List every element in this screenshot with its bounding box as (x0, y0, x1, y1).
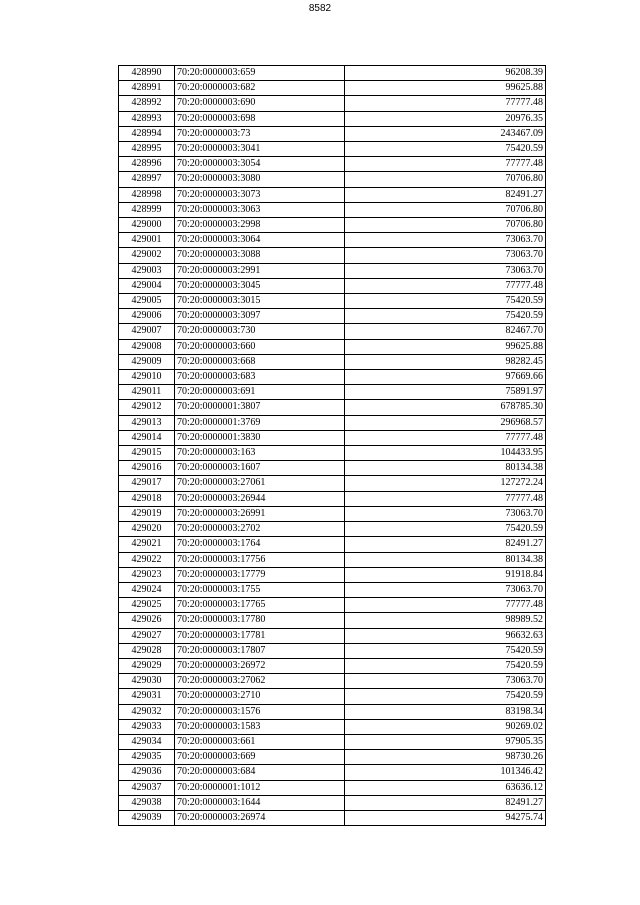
row-number-cell: 429032 (119, 704, 175, 719)
cadastral-number-cell: 70:20:0000003:690 (175, 96, 345, 111)
cadastral-number-cell: 70:20:0000001:3807 (175, 400, 345, 415)
table-row (119, 248, 546, 263)
cadastral-number-cell: 70:20:0000003:669 (175, 750, 345, 765)
row-number-cell: 429021 (119, 537, 175, 552)
row-number-cell: 429014 (119, 430, 175, 445)
table-row (119, 126, 546, 141)
cadastral-number-cell: 70:20:0000003:1607 (175, 461, 345, 476)
table-row (119, 765, 546, 780)
row-number-cell: 429003 (119, 263, 175, 278)
cadastral-number-cell: 70:20:0000003:17779 (175, 567, 345, 582)
cadastral-value-table (118, 65, 546, 826)
cadastral-value-cell: 73063.70 (345, 582, 546, 597)
cadastral-value-cell: 75420.59 (345, 643, 546, 658)
cadastral-number-cell: 70:20:0000003:668 (175, 354, 345, 369)
cadastral-value-cell: 75420.59 (345, 294, 546, 309)
cadastral-value-cell: 75891.97 (345, 385, 546, 400)
cadastral-value-cell: 296968.57 (345, 415, 546, 430)
cadastral-number-cell: 70:20:0000003:26944 (175, 491, 345, 506)
row-number-cell: 429025 (119, 598, 175, 613)
table-row (119, 506, 546, 521)
cadastral-number-cell: 70:20:0000003:1583 (175, 719, 345, 734)
cadastral-value-cell: 70706.80 (345, 172, 546, 187)
cadastral-value-cell: 97905.35 (345, 734, 546, 749)
cadastral-number-cell: 70:20:0000003:3097 (175, 309, 345, 324)
cadastral-value-cell: 20976.35 (345, 111, 546, 126)
table-row (119, 370, 546, 385)
row-number-cell: 429009 (119, 354, 175, 369)
cadastral-number-cell: 70:20:0000003:1576 (175, 704, 345, 719)
table-row (119, 324, 546, 339)
cadastral-number-cell: 70:20:0000003:1764 (175, 537, 345, 552)
cadastral-value-cell: 75420.59 (345, 309, 546, 324)
cadastral-value-cell: 73063.70 (345, 233, 546, 248)
cadastral-value-cell: 96632.63 (345, 628, 546, 643)
row-number-cell: 428998 (119, 187, 175, 202)
row-number-cell: 428990 (119, 66, 175, 81)
cadastral-number-cell: 70:20:0000003:661 (175, 734, 345, 749)
cadastral-value-cell: 104433.95 (345, 446, 546, 461)
row-number-cell: 428997 (119, 172, 175, 187)
row-number-cell: 429023 (119, 567, 175, 582)
cadastral-value-cell: 98282.45 (345, 354, 546, 369)
cadastral-number-cell: 70:20:0000003:3088 (175, 248, 345, 263)
cadastral-number-cell: 70:20:0000001:3769 (175, 415, 345, 430)
cadastral-number-cell: 70:20:0000003:73 (175, 126, 345, 141)
cadastral-value-cell: 80134.38 (345, 552, 546, 567)
cadastral-value-cell: 73063.70 (345, 506, 546, 521)
table-row (119, 795, 546, 810)
cadastral-number-cell: 70:20:0000003:3054 (175, 157, 345, 172)
row-number-cell: 429017 (119, 476, 175, 491)
cadastral-value-cell: 94275.74 (345, 810, 546, 825)
row-number-cell: 429015 (119, 446, 175, 461)
row-number-cell: 429029 (119, 658, 175, 673)
table-row (119, 111, 546, 126)
table-row (119, 415, 546, 430)
table-row (119, 613, 546, 628)
table-row (119, 810, 546, 825)
row-number-cell: 429033 (119, 719, 175, 734)
row-number-cell: 429030 (119, 674, 175, 689)
cadastral-number-cell: 70:20:0000003:3064 (175, 233, 345, 248)
cadastral-number-cell: 70:20:0000003:730 (175, 324, 345, 339)
cadastral-number-cell: 70:20:0000003:691 (175, 385, 345, 400)
row-number-cell: 429024 (119, 582, 175, 597)
table-row (119, 339, 546, 354)
cadastral-value-cell: 77777.48 (345, 491, 546, 506)
row-number-cell: 429038 (119, 795, 175, 810)
row-number-cell: 429011 (119, 385, 175, 400)
table-row (119, 598, 546, 613)
cadastral-number-cell: 70:20:0000003:2998 (175, 218, 345, 233)
cadastral-value-cell: 83198.34 (345, 704, 546, 719)
cadastral-value-cell: 77777.48 (345, 157, 546, 172)
table-row (119, 187, 546, 202)
row-number-cell: 429008 (119, 339, 175, 354)
table-row (119, 354, 546, 369)
cadastral-value-cell: 75420.59 (345, 689, 546, 704)
row-number-cell: 429002 (119, 248, 175, 263)
row-number-cell: 429026 (119, 613, 175, 628)
row-number-cell: 428991 (119, 81, 175, 96)
cadastral-number-cell: 70:20:0000003:660 (175, 339, 345, 354)
cadastral-number-cell: 70:20:0000003:2991 (175, 263, 345, 278)
cadastral-value-cell: 98989.52 (345, 613, 546, 628)
cadastral-number-cell: 70:20:0000003:3073 (175, 187, 345, 202)
table-row (119, 658, 546, 673)
table-row (119, 218, 546, 233)
cadastral-value-cell: 63636.12 (345, 780, 546, 795)
cadastral-number-cell: 70:20:0000003:3063 (175, 202, 345, 217)
row-number-cell: 428993 (119, 111, 175, 126)
cadastral-number-cell: 70:20:0000003:17781 (175, 628, 345, 643)
cadastral-value-cell: 243467.09 (345, 126, 546, 141)
table-row (119, 233, 546, 248)
cadastral-number-cell: 70:20:0000003:17807 (175, 643, 345, 658)
row-number-cell: 429035 (119, 750, 175, 765)
row-number-cell: 429036 (119, 765, 175, 780)
cadastral-number-cell: 70:20:0000003:3045 (175, 278, 345, 293)
cadastral-number-cell: 70:20:0000003:17780 (175, 613, 345, 628)
row-number-cell: 429027 (119, 628, 175, 643)
cadastral-number-cell: 70:20:0000001:3830 (175, 430, 345, 445)
page-number: 8582 (308, 3, 332, 14)
cadastral-value-cell: 127272.24 (345, 476, 546, 491)
table-row (119, 96, 546, 111)
table-row (119, 81, 546, 96)
cadastral-number-cell: 70:20:0000003:27062 (175, 674, 345, 689)
table-row (119, 172, 546, 187)
table-body (119, 66, 546, 826)
table-row (119, 734, 546, 749)
cadastral-value-cell: 82467.70 (345, 324, 546, 339)
cadastral-number-cell: 70:20:0000003:1755 (175, 582, 345, 597)
row-number-cell: 429004 (119, 278, 175, 293)
row-number-cell: 429005 (119, 294, 175, 309)
cadastral-number-cell: 70:20:0000003:2702 (175, 522, 345, 537)
table-row (119, 400, 546, 415)
cadastral-value-cell: 77777.48 (345, 430, 546, 445)
row-number-cell: 429022 (119, 552, 175, 567)
table-row (119, 202, 546, 217)
cadastral-number-cell: 70:20:0000003:163 (175, 446, 345, 461)
cadastral-number-cell: 70:20:0000003:3041 (175, 142, 345, 157)
table-row (119, 582, 546, 597)
cadastral-value-cell: 77777.48 (345, 278, 546, 293)
table-row (119, 537, 546, 552)
table-row (119, 278, 546, 293)
cadastral-value-cell: 77777.48 (345, 96, 546, 111)
cadastral-number-cell: 70:20:0000003:26974 (175, 810, 345, 825)
row-number-cell: 429028 (119, 643, 175, 658)
cadastral-number-cell: 70:20:0000001:1012 (175, 780, 345, 795)
cadastral-value-cell: 82491.27 (345, 187, 546, 202)
table-row (119, 689, 546, 704)
cadastral-value-cell: 70706.80 (345, 202, 546, 217)
cadastral-number-cell: 70:20:0000003:3015 (175, 294, 345, 309)
table-row (119, 430, 546, 445)
table-row (119, 780, 546, 795)
table-row (119, 674, 546, 689)
row-number-cell: 429039 (119, 810, 175, 825)
row-number-cell: 429001 (119, 233, 175, 248)
cadastral-number-cell: 70:20:0000003:26972 (175, 658, 345, 673)
row-number-cell: 428994 (119, 126, 175, 141)
row-number-cell: 429020 (119, 522, 175, 537)
row-number-cell: 429019 (119, 506, 175, 521)
cadastral-value-cell: 77777.48 (345, 598, 546, 613)
cadastral-value-cell: 80134.38 (345, 461, 546, 476)
cadastral-value-cell: 75420.59 (345, 658, 546, 673)
cadastral-value-cell: 91918.84 (345, 567, 546, 582)
cadastral-value-cell: 70706.80 (345, 218, 546, 233)
row-number-cell: 429007 (119, 324, 175, 339)
table-row (119, 476, 546, 491)
table-row (119, 461, 546, 476)
cadastral-number-cell: 70:20:0000003:17765 (175, 598, 345, 613)
cadastral-value-cell: 96208.39 (345, 66, 546, 81)
row-number-cell: 429012 (119, 400, 175, 415)
table-row (119, 750, 546, 765)
row-number-cell: 429013 (119, 415, 175, 430)
cadastral-value-cell: 73063.70 (345, 248, 546, 263)
table-row (119, 142, 546, 157)
table-row (119, 66, 546, 81)
cadastral-value-cell: 678785.30 (345, 400, 546, 415)
table-row (119, 643, 546, 658)
cadastral-number-cell: 70:20:0000003:2710 (175, 689, 345, 704)
row-number-cell: 429037 (119, 780, 175, 795)
cadastral-value-cell: 73063.70 (345, 674, 546, 689)
table-row (119, 309, 546, 324)
table-row (119, 522, 546, 537)
table-row (119, 628, 546, 643)
cadastral-value-cell: 82491.27 (345, 795, 546, 810)
cadastral-value-cell: 82491.27 (345, 537, 546, 552)
row-number-cell: 429031 (119, 689, 175, 704)
row-number-cell: 429000 (119, 218, 175, 233)
row-number-cell: 429018 (119, 491, 175, 506)
cadastral-number-cell: 70:20:0000003:3080 (175, 172, 345, 187)
table-row (119, 719, 546, 734)
cadastral-value-cell: 98730.26 (345, 750, 546, 765)
table-row (119, 552, 546, 567)
row-number-cell: 428996 (119, 157, 175, 172)
row-number-cell: 429010 (119, 370, 175, 385)
row-number-cell: 428999 (119, 202, 175, 217)
cadastral-number-cell: 70:20:0000003:698 (175, 111, 345, 126)
table-row (119, 157, 546, 172)
cadastral-number-cell: 70:20:0000003:17756 (175, 552, 345, 567)
cadastral-number-cell: 70:20:0000003:26991 (175, 506, 345, 521)
row-number-cell: 429034 (119, 734, 175, 749)
cadastral-number-cell: 70:20:0000003:27061 (175, 476, 345, 491)
cadastral-number-cell: 70:20:0000003:684 (175, 765, 345, 780)
row-number-cell: 429006 (119, 309, 175, 324)
table-row (119, 446, 546, 461)
cadastral-value-cell: 101346.42 (345, 765, 546, 780)
cadastral-value-cell: 90269.02 (345, 719, 546, 734)
table-row (119, 567, 546, 582)
cadastral-value-cell: 75420.59 (345, 142, 546, 157)
cadastral-value-cell: 97669.66 (345, 370, 546, 385)
row-number-cell: 428995 (119, 142, 175, 157)
cadastral-number-cell: 70:20:0000003:682 (175, 81, 345, 96)
cadastral-value-cell: 99625.88 (345, 339, 546, 354)
table-row (119, 491, 546, 506)
cadastral-value-cell: 75420.59 (345, 522, 546, 537)
table-row (119, 294, 546, 309)
row-number-cell: 428992 (119, 96, 175, 111)
table-row (119, 704, 546, 719)
table-row (119, 263, 546, 278)
cadastral-number-cell: 70:20:0000003:659 (175, 66, 345, 81)
cadastral-value-cell: 73063.70 (345, 263, 546, 278)
table-row (119, 385, 546, 400)
cadastral-number-cell: 70:20:0000003:1644 (175, 795, 345, 810)
cadastral-number-cell: 70:20:0000003:683 (175, 370, 345, 385)
cadastral-value-cell: 99625.88 (345, 81, 546, 96)
row-number-cell: 429016 (119, 461, 175, 476)
